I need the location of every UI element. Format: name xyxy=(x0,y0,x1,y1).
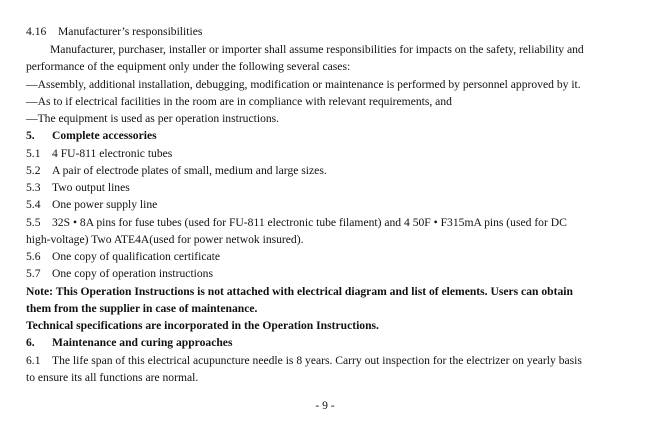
paragraph-line: performance of the equipment only under the following several cases: xyxy=(26,60,351,73)
item-text: Two output lines xyxy=(52,181,130,194)
section-heading-4-16 xyxy=(26,25,620,39)
item-number: 5.5 xyxy=(26,216,41,229)
item-text: 32S • 8A pins for fuse tubes (used for FU-811 electronic tube filament) and 4 50F • F315mA pins (used for DC xyxy=(52,216,567,229)
item-number: 5.7 xyxy=(26,267,41,280)
section-number: 6. xyxy=(26,336,35,349)
item-number: 5.1 xyxy=(26,147,41,160)
list-item xyxy=(26,164,620,178)
item-number: 5.6 xyxy=(26,250,41,263)
list-item xyxy=(26,250,620,264)
item-number: 5.2 xyxy=(26,164,41,177)
item-text: One copy of operation instructions xyxy=(52,267,213,280)
item-text: One power supply line xyxy=(52,198,158,211)
item-text: The life span of this electrical acupuncture needle is 8 years. Carry out inspection for the electrizer on yearly basis xyxy=(52,354,582,367)
list-item-continuation: to ensure its all functions are normal. xyxy=(26,371,199,384)
section-heading-6 xyxy=(26,336,620,350)
dash-list-item: —Assembly, additional installation, debugging, modification or maintenance is performed by personnel approved by it. xyxy=(26,78,581,91)
item-number: 5.3 xyxy=(26,181,41,194)
section-number: 4.16 xyxy=(26,25,47,38)
list-item xyxy=(26,216,620,230)
list-item xyxy=(26,181,620,195)
section-title: Complete accessories xyxy=(52,129,157,142)
list-item xyxy=(26,354,620,368)
item-text: 4 FU-811 electronic tubes xyxy=(52,147,173,160)
list-item xyxy=(26,147,620,161)
tech-spec-note: Technical specifications are incorporated in the Operation Instructions. xyxy=(26,319,379,332)
page-number: - 9 - xyxy=(315,399,335,412)
item-text: A pair of electrode plates of small, medium and large sizes. xyxy=(52,164,327,177)
item-number: 6.1 xyxy=(26,354,41,367)
item-text: One copy of qualification certificate xyxy=(52,250,221,263)
section-number: 5. xyxy=(26,129,35,142)
section-title: Manufacturer’s responsibilities xyxy=(58,25,203,38)
dash-list-item: —As to if electrical facilities in the room are in compliance with relevant requirements, and xyxy=(26,95,452,108)
section-heading-5 xyxy=(26,129,620,143)
note-line: Note: This Operation Instructions is not attached with electrical diagram and list of elements. Users can obtain xyxy=(26,285,573,298)
section-title: Maintenance and curing approaches xyxy=(52,336,233,349)
list-item xyxy=(26,198,620,212)
dash-list-item: —The equipment is used as per operation instructions. xyxy=(26,112,280,125)
paragraph-line: Manufacturer, purchaser, installer or importer shall assume responsibilities for impacts on the safety, reliability and xyxy=(50,43,584,56)
list-item-continuation: high-voltage) Two ATE4A(used for power netwok insured). xyxy=(26,233,304,246)
note-line: them from the supplier in case of maintenance. xyxy=(26,302,258,315)
item-number: 5.4 xyxy=(26,198,41,211)
list-item xyxy=(26,267,620,281)
